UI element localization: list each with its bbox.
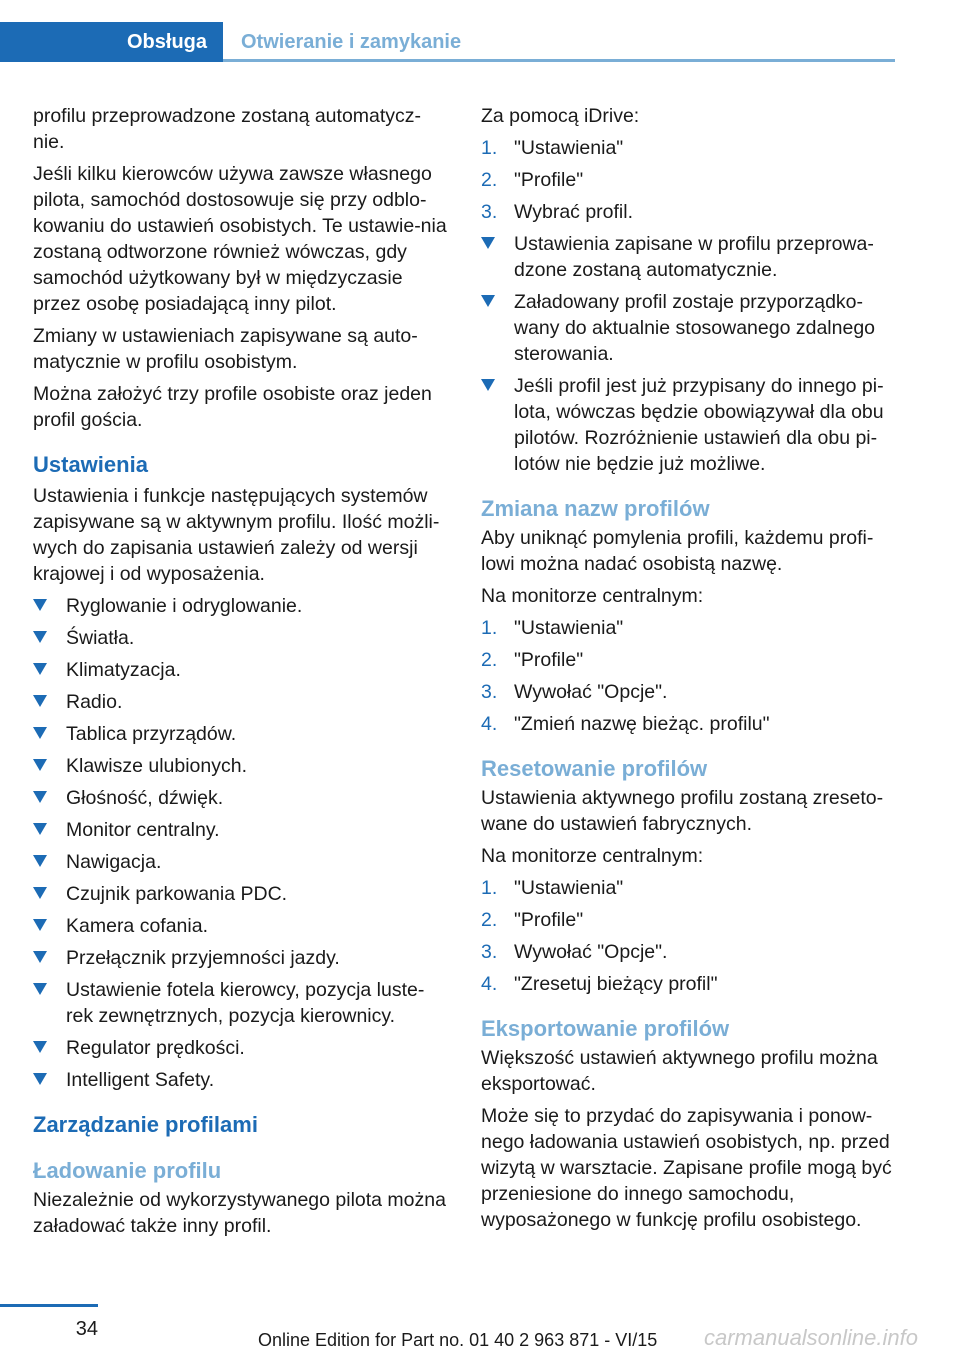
list-item: Tablica przyrządów. bbox=[33, 721, 448, 747]
list-item: Kamera cofania. bbox=[33, 913, 448, 939]
list-item: 4. "Zresetuj bieżący profil" bbox=[481, 973, 718, 995]
triangle-bullet-icon bbox=[33, 759, 47, 771]
page-header bbox=[0, 22, 895, 62]
list-item: Ustawienia zapisane w profilu przeprowa-dzone zostaną automatycznie. bbox=[481, 231, 896, 283]
watermark: carmanualsonline.info bbox=[703, 1325, 918, 1350]
paragraph: Ustawienia i funkcje następujących systemów zapisywane są w aktywnym profilu. Ilość możli-wych do zapisania ustawień zależy od wersji krajowej i od wyposażenia. bbox=[33, 485, 440, 585]
paragraph: Na monitorze centralnym: bbox=[481, 845, 704, 867]
list-item: 1. "Ustawienia" bbox=[481, 137, 624, 159]
list-item: 3. Wywołać "Opcje". bbox=[481, 941, 668, 963]
paragraph: Niezależnie od wykorzystywanego pilota można załadować także inny profil. bbox=[33, 1189, 446, 1237]
paragraph: Ustawienia aktywnego profilu zostaną zreseto-wane do ustawień fabrycznych. bbox=[481, 787, 884, 835]
list-item: Klimatyzacja. bbox=[33, 657, 448, 683]
list-item: 1. "Ustawienia" bbox=[481, 877, 624, 899]
paragraph: Może się to przydać do zapisywania i ponow-nego ładowania ustawień osobistych, np. przed wizytą w warsztacie. Zapisane profile mogą być przeniesione do innego samochodu, wyposażonego w funkcję profilu osobistego. bbox=[481, 1105, 892, 1231]
list-item: Regulator prędkości. bbox=[33, 1035, 448, 1061]
list-item: Ustawienie fotela kierowcy, pozycja luste-rek zewnętrznych, pozycja kierownicy. bbox=[33, 977, 448, 1029]
list-item: 2. "Profile" bbox=[481, 649, 584, 671]
list-item: Czujnik parkowania PDC. bbox=[33, 881, 448, 907]
triangle-bullet-icon bbox=[33, 887, 47, 899]
heading-rename-profiles: Zmiana nazw profilów bbox=[481, 496, 710, 521]
list-item: Światła. bbox=[33, 625, 448, 651]
list-item: Załadowany profil zostaje przyporządko-wany do aktualnie stosowanego zdalnego sterowania. bbox=[481, 289, 896, 367]
settings-list bbox=[33, 593, 448, 1093]
footer-rule bbox=[0, 1304, 98, 1307]
left-column bbox=[33, 103, 448, 1245]
section-tab: Obsługa bbox=[0, 22, 223, 62]
list-item: Intelligent Safety. bbox=[33, 1067, 448, 1093]
list-item: Klawisze ulubionych. bbox=[33, 753, 448, 779]
edition-note: Online Edition for Part no. 01 40 2 963 871 - VI/15 bbox=[258, 1330, 658, 1350]
list-item: Monitor centralny. bbox=[33, 817, 448, 843]
triangle-bullet-icon bbox=[33, 855, 47, 867]
triangle-bullet-icon bbox=[481, 295, 495, 307]
paragraph: Większość ustawień aktywnego profilu można eksportować. bbox=[481, 1047, 878, 1095]
triangle-bullet-icon bbox=[33, 599, 47, 611]
paragraph: Można założyć trzy profile osobiste oraz jeden profil gościa. bbox=[33, 383, 432, 431]
paragraph: Aby uniknąć pomylenia profili, każdemu profi-lowi można nadać osobistą nazwę. bbox=[481, 527, 874, 575]
paragraph: Zmiany w ustawieniach zapisywane są auto-matycznie w profilu osobistym. bbox=[33, 325, 418, 373]
paragraph: Na monitorze centralnym: bbox=[481, 585, 704, 607]
heading-reset-profiles: Resetowanie profilów bbox=[481, 756, 708, 781]
heading-export-profiles: Eksportowanie profilów bbox=[481, 1016, 730, 1041]
triangle-bullet-icon bbox=[33, 695, 47, 707]
triangle-bullet-icon bbox=[33, 631, 47, 643]
right-column bbox=[481, 103, 896, 1239]
list-item: Przełącznik przyjemności jazdy. bbox=[33, 945, 448, 971]
idrive-steps bbox=[481, 135, 896, 225]
triangle-bullet-icon bbox=[33, 791, 47, 803]
list-item: Radio. bbox=[33, 689, 448, 715]
triangle-bullet-icon bbox=[481, 237, 495, 249]
triangle-bullet-icon bbox=[33, 1041, 47, 1053]
idrive-notes bbox=[481, 231, 896, 477]
triangle-bullet-icon bbox=[33, 919, 47, 931]
list-item: Jeśli profil jest już przypisany do innego pi-lota, wówczas będzie obowiązywał dla obu pilotów. Rozróżnienie ustawień dla obu pi-lotów nie będzie już możliwe. bbox=[481, 373, 896, 477]
triangle-bullet-icon bbox=[481, 379, 495, 391]
rename-steps bbox=[481, 615, 896, 737]
heading-profile-management: Zarządzanie profilami bbox=[33, 1112, 258, 1137]
list-item: 3. Wywołać "Opcje". bbox=[481, 681, 668, 703]
list-item: 2. "Profile" bbox=[481, 909, 584, 931]
list-item: 4. "Zmień nazwę bieżąc. profilu" bbox=[481, 713, 770, 735]
list-item: 2. "Profile" bbox=[481, 169, 584, 191]
list-item: Głośność, dźwięk. bbox=[33, 785, 448, 811]
heading-settings: Ustawienia bbox=[33, 452, 148, 477]
paragraph: Jeśli kilku kierowców używa zawsze własnego pilota, samochód dostosowuje się przy odblo-kowaniu do ustawień osobistych. Te ustawie-nia zostaną odtworzone również wówczas, gdy samochód użytkowany był w międzyczasie przez osobę posiadającą inny pilot. bbox=[33, 163, 447, 315]
triangle-bullet-icon bbox=[33, 951, 47, 963]
list-item: Nawigacja. bbox=[33, 849, 448, 875]
triangle-bullet-icon bbox=[33, 1073, 47, 1085]
paragraph: Za pomocą iDrive: bbox=[481, 105, 640, 127]
paragraph: profilu przeprowadzone zostaną automatycz-nie. bbox=[33, 105, 422, 153]
triangle-bullet-icon bbox=[33, 823, 47, 835]
heading-load-profile: Ładowanie profilu bbox=[33, 1158, 222, 1183]
triangle-bullet-icon bbox=[33, 983, 47, 995]
list-item: 1. "Ustawienia" bbox=[481, 617, 624, 639]
list-item: Ryglowanie i odryglowanie. bbox=[33, 593, 448, 619]
triangle-bullet-icon bbox=[33, 727, 47, 739]
page-number: 34 bbox=[75, 1318, 98, 1340]
reset-steps bbox=[481, 875, 896, 997]
header-underline bbox=[223, 59, 895, 62]
triangle-bullet-icon bbox=[33, 663, 47, 675]
chapter-tab: Otwieranie i zamykanie bbox=[241, 30, 462, 53]
list-item: 3. Wybrać profil. bbox=[481, 201, 634, 223]
